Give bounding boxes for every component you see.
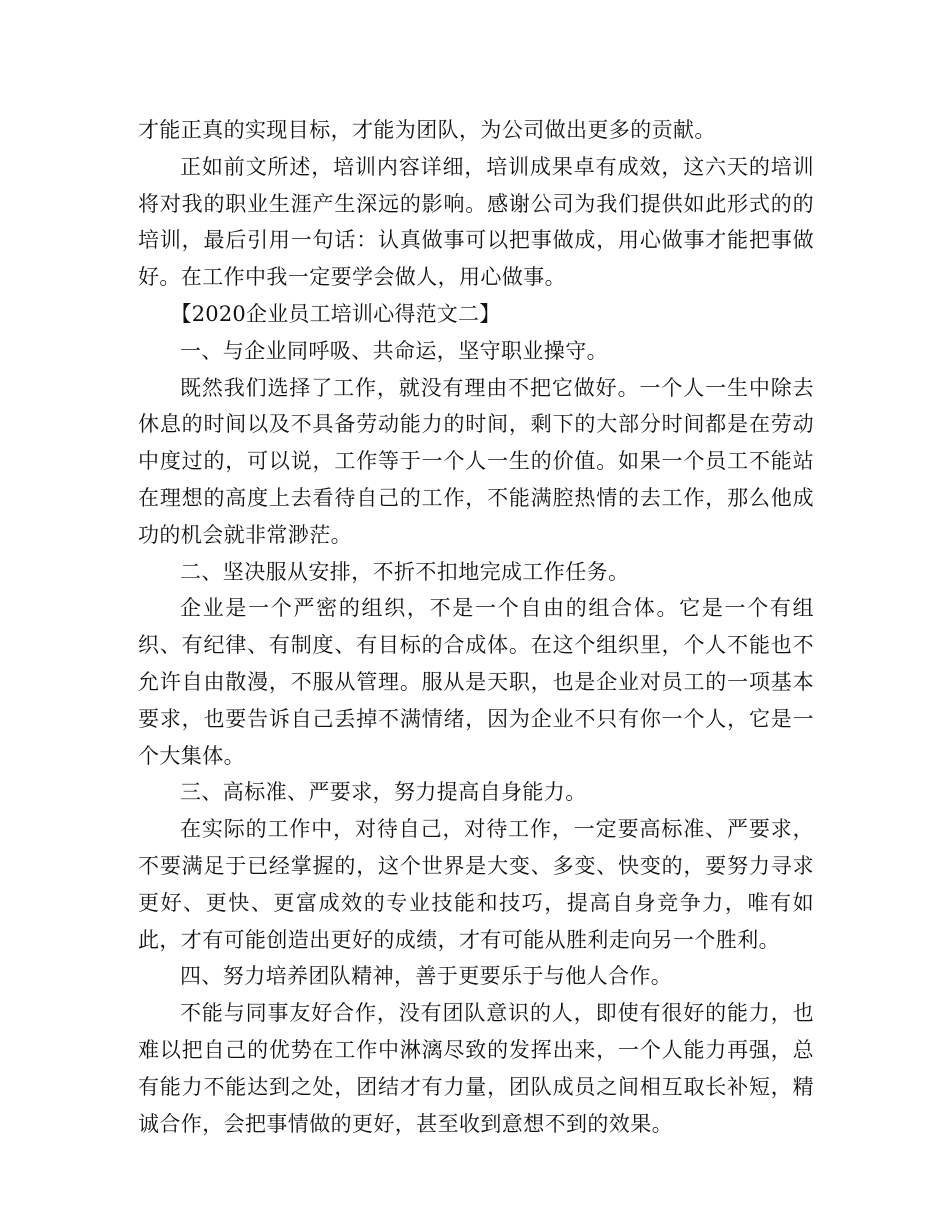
- section-title: 【2020企业员工培训心得范文二】: [170, 301, 501, 326]
- point-body-3: 在实际的工作中，对待自己，对待工作，一定要高标准、严要求，不要满足于已经掌握的，这个世界是大变、多变、快变的，要努力寻求更好、更快、更富成效的专业技能和技巧，提高自身竞争力，唯有如此，才有可能创造出更好的成绩，才有可能从胜利走向另一个胜利。: [138, 817, 814, 952]
- document-body: [138, 112, 814, 1142]
- point-heading-2: 二、坚决服从安排，不折不扣地完成工作任务。: [180, 559, 630, 584]
- paragraph-continuation: 才能正真的实现目标，才能为团队，为公司做出更多的贡献。: [138, 118, 716, 142]
- point-heading-1: 一、与企业同呼吸、共命运，坚守职业操守。: [180, 338, 608, 363]
- paragraph-conclusion: 正如前文所述，培训内容详细，培训成果卓有成效，这六天的培训将对我的职业生涯产生深远的影响。感谢公司为我们提供如此形式的的培训，最后引用一句话：认真做事可以把事做成，用心做事才能把事做好。在工作中我一定要学会做人，用心做事。: [138, 154, 814, 290]
- point-body-2: 企业是一个严密的组织，不是一个自由的组合体。它是一个有组织、有纪律、有制度、有目标的合成体。在这个组织里，个人不能也不允许自由散漫，不服从管理。服从是天职，也是企业对员工的一项基本要求，也要告诉自己丢掉不满情绪，因为企业不只有你一个人，它是一个大集体。: [138, 596, 814, 768]
- point-body-1: 既然我们选择了工作，就没有理由不把它做好。一个人一生中除去休息的时间以及不具备劳动能力的时间，剩下的大部分时间都是在劳动中度过的，可以说，工作等于一个人一生的价值。如果一个员工不能站在理想的高度上去看待自己的工作，不能满腔热情的去工作，那么他成功的机会就非常渺茫。: [138, 375, 814, 547]
- point-body-4: 不能与同事友好合作，没有团队意识的人，即使有很好的能力，也难以把自己的优势在工作中淋漓尽致的发挥出来，一个人能力再强，总有能力不能达到之处，团结才有力量，团队成员之间相互取长补短，精诚合作，会把事情做的更好，甚至收到意想不到的效果。: [138, 1001, 814, 1136]
- point-heading-4: 四、努力培养团队精神，善于更要乐于与他人合作。: [180, 964, 673, 989]
- point-heading-3: 三、高标准、严要求，努力提高自身能力。: [180, 780, 587, 805]
